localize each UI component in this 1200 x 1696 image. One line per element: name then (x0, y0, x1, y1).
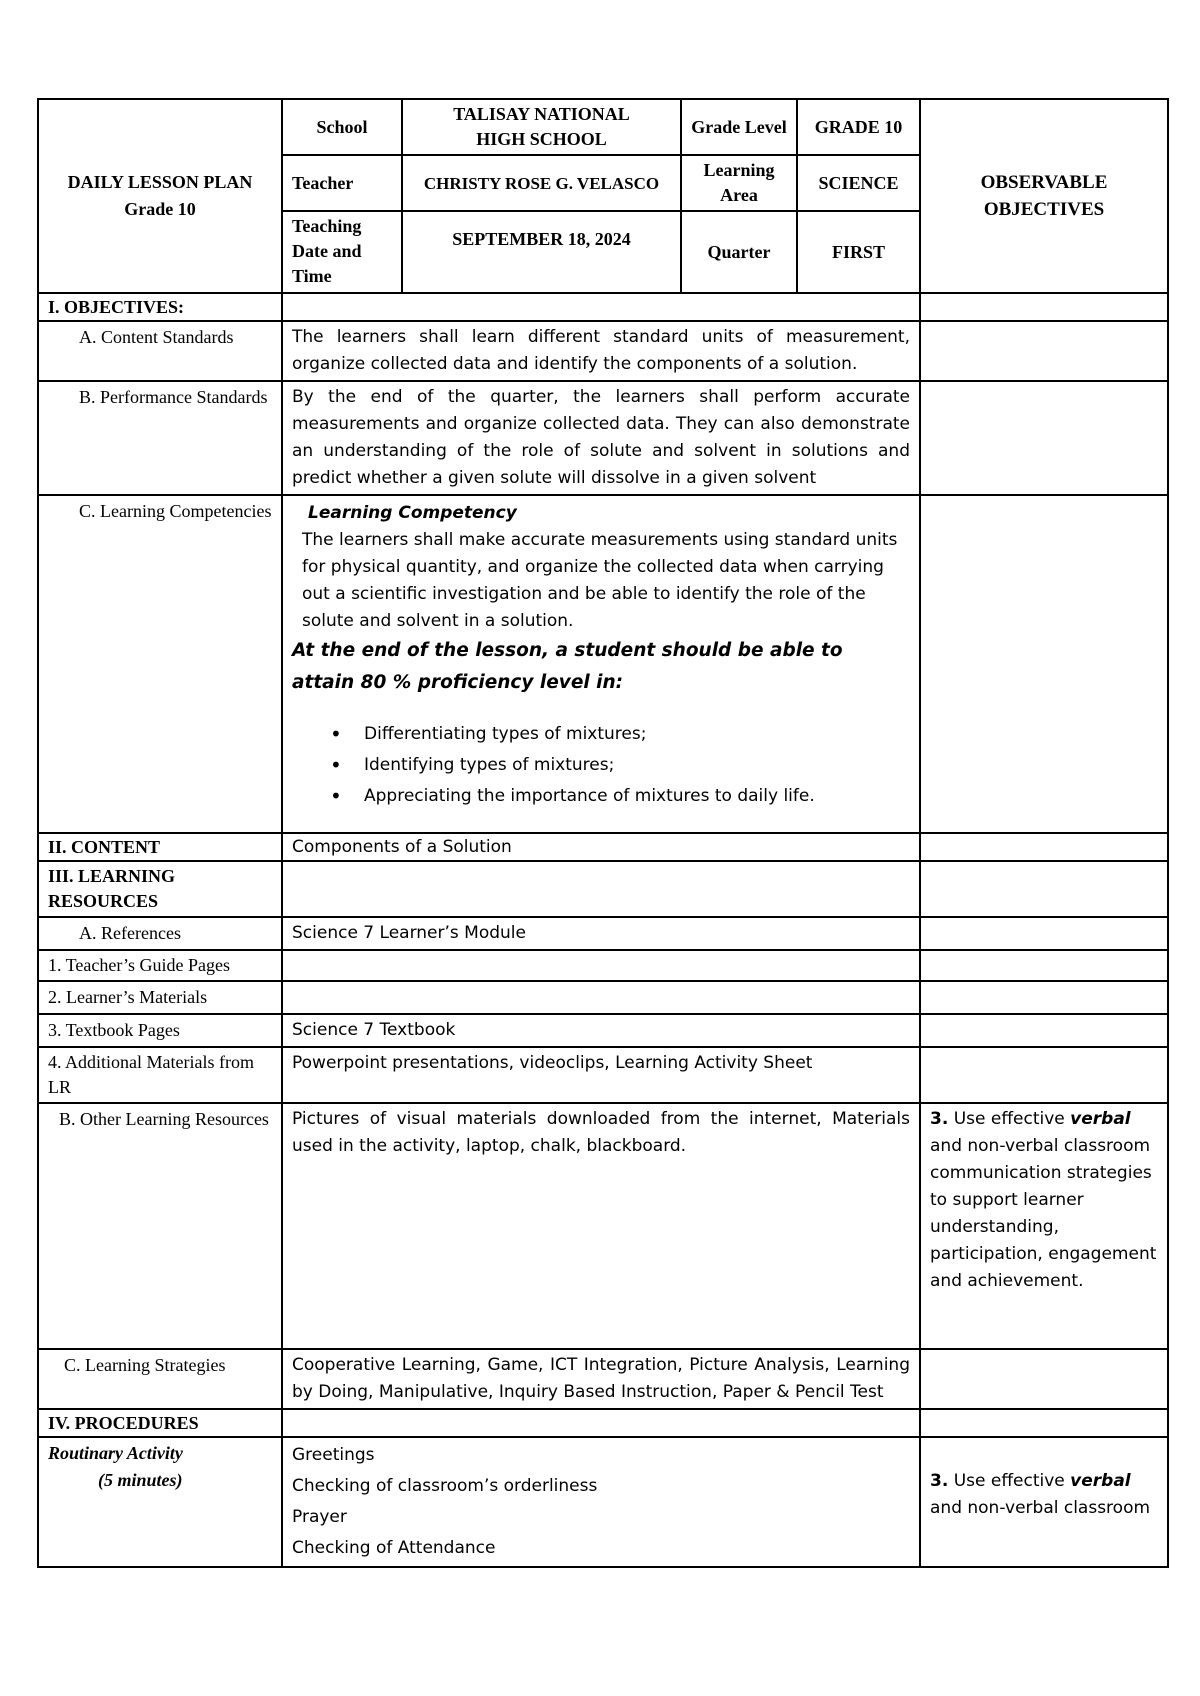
empty-cell (920, 1349, 1168, 1409)
empty-cell (920, 495, 1168, 833)
empty-cell (920, 321, 1168, 381)
empty-cell (920, 381, 1168, 495)
empty-cell (282, 1409, 920, 1437)
resources-heading: III. LEARNING RESOURCES (38, 861, 282, 917)
content-row (38, 833, 1168, 861)
empty-cell (920, 293, 1168, 321)
empty-cell (920, 1014, 1168, 1047)
content-standards-label: A. Content Standards (38, 321, 282, 381)
procedures-heading-row (38, 1409, 1168, 1437)
routinary-row (38, 1437, 1168, 1567)
learning-competency-text: The learners shall make accurate measurements using standard units for physical quantity, and organize the collected data when carrying out a scientific investigation and be able to identify the role of the solute and solvent in a solution. (302, 530, 898, 631)
list-item: • Identifying types of mixtures; (364, 750, 910, 781)
end-of-lesson-statement: At the end of the lesson, a student should be able to attain 80 % proficiency level in: (292, 640, 843, 693)
obs-text: and non-verbal classroom communication strategies to support learner understanding, participation, engagement and achievement. (930, 1136, 1157, 1291)
additional-materials-value: Powerpoint presentations, videoclips, Learning Activity Sheet (282, 1047, 920, 1103)
routinary-label: Routinary Activity (48, 1443, 183, 1463)
learning-competency-title: Learning Competency (308, 503, 517, 523)
empty-cell (920, 1409, 1168, 1437)
empty-cell (920, 917, 1168, 950)
additional-materials-row (38, 1047, 1168, 1103)
obs-text: and non-verbal classroom (930, 1498, 1151, 1518)
observable-objectives-header: OBSERVABLE OBJECTIVES (920, 99, 1168, 293)
teacher-value: CHRISTY ROSE G. VELASCO (402, 155, 681, 211)
routinary-time: (5 minutes) (98, 1470, 183, 1490)
list-item: • Appreciating the importance of mixtures to daily life. (364, 781, 910, 812)
obs-text: Use effective (948, 1471, 1071, 1491)
routinary-observable (920, 1437, 1168, 1567)
content-value: Components of a Solution (282, 833, 920, 861)
lesson-plan-page (37, 98, 1167, 1568)
list-item: Greetings (292, 1445, 375, 1465)
grade-level-label: Grade Level (681, 99, 797, 155)
other-resources-row (38, 1103, 1168, 1349)
textbook-value: Science 7 Textbook (282, 1014, 920, 1047)
list-item: Prayer (292, 1507, 347, 1527)
procedures-heading: IV. PROCEDURES (38, 1409, 282, 1437)
empty-cell (282, 861, 920, 917)
objectives-heading: I. OBJECTIVES: (38, 293, 282, 321)
objectives-heading-row (38, 293, 1168, 321)
objectives-bullet-list (292, 719, 910, 812)
learners-materials-label: 2. Learner’s Materials (38, 981, 282, 1014)
additional-materials-label: 4. Additional Materials from LR (38, 1047, 282, 1103)
empty-cell (920, 981, 1168, 1014)
learners-materials-row (38, 981, 1168, 1014)
school-value-line2: HIGH SCHOOL (476, 129, 607, 149)
other-resources-observable (920, 1103, 1168, 1349)
obs-emphasis: verbal (1070, 1471, 1131, 1491)
references-row (38, 917, 1168, 950)
teaching-date-label: Teaching Date and Time (282, 211, 402, 293)
textbook-label: 3. Textbook Pages (38, 1014, 282, 1047)
empty-cell (920, 833, 1168, 861)
list-item: Checking of Attendance (292, 1538, 496, 1558)
content-standards-row (38, 321, 1168, 381)
lesson-plan-table (37, 98, 1169, 1568)
other-resources-value: Pictures of visual materials downloaded from the internet, Materials used in the activity, laptop, chalk, blackboard. (282, 1103, 920, 1349)
empty-cell (920, 1047, 1168, 1103)
obs-number: 3. (930, 1109, 949, 1129)
empty-cell (920, 861, 1168, 917)
performance-standards-text: By the end of the quarter, the learners shall perform accurate measurements and organize collected data. They can also demonstrate an understanding of the role of solute and solvent in solutions and predict whether a given solute will dissolve in a given solvent (282, 381, 920, 495)
empty-cell (920, 950, 1168, 981)
quarter-label: Quarter (681, 211, 797, 293)
quarter-value: FIRST (797, 211, 920, 293)
learning-competencies-label: C. Learning Competencies (38, 495, 282, 833)
learning-area-label: Learning Area (681, 155, 797, 211)
other-resources-label: B. Other Learning Resources (38, 1103, 282, 1349)
list-item: • Differentiating types of mixtures; (364, 719, 910, 750)
textbook-row (38, 1014, 1168, 1047)
school-label: School (282, 99, 402, 155)
school-value (402, 99, 681, 155)
teachers-guide-label: 1. Teacher’s Guide Pages (38, 950, 282, 981)
teachers-guide-row (38, 950, 1168, 981)
performance-standards-label: B. Performance Standards (38, 381, 282, 495)
dlp-grade: Grade 10 (124, 199, 196, 219)
list-item: Checking of classroom’s orderliness (292, 1476, 598, 1496)
references-value: Science 7 Learner’s Module (282, 917, 920, 950)
header-row-school (38, 99, 1168, 155)
routinary-items (282, 1437, 920, 1567)
content-heading: II. CONTENT (38, 833, 282, 861)
obs-text: Use effective (948, 1109, 1071, 1129)
dlp-title-cell (38, 99, 282, 293)
empty-cell (282, 981, 920, 1014)
learning-competencies-row (38, 495, 1168, 833)
dlp-title: DAILY LESSON PLAN (67, 172, 253, 192)
resources-heading-row (38, 861, 1168, 917)
teaching-date-value: SEPTEMBER 18, 2024 (402, 211, 681, 293)
performance-standards-row (38, 381, 1168, 495)
routinary-label-cell (38, 1437, 282, 1567)
grade-level-value: GRADE 10 (797, 99, 920, 155)
empty-cell (282, 293, 920, 321)
obs-emphasis: verbal (1070, 1109, 1131, 1129)
content-standards-text: The learners shall learn different standard units of measurement, organize collected data and identify the components of a solution. (282, 321, 920, 381)
references-label: A. References (38, 917, 282, 950)
learning-competencies-cell (282, 495, 920, 833)
learning-strategies-value: Cooperative Learning, Game, ICT Integration, Picture Analysis, Learning by Doing, Manipulative, Inquiry Based Instruction, Paper & Pencil Test (282, 1349, 920, 1409)
learning-area-value: SCIENCE (797, 155, 920, 211)
learning-strategies-label: C. Learning Strategies (38, 1349, 282, 1409)
school-value-line1: TALISAY NATIONAL (453, 104, 630, 124)
empty-cell (282, 950, 920, 981)
obs-number: 3. (930, 1471, 949, 1491)
learning-strategies-row (38, 1349, 1168, 1409)
teacher-label: Teacher (282, 155, 402, 211)
